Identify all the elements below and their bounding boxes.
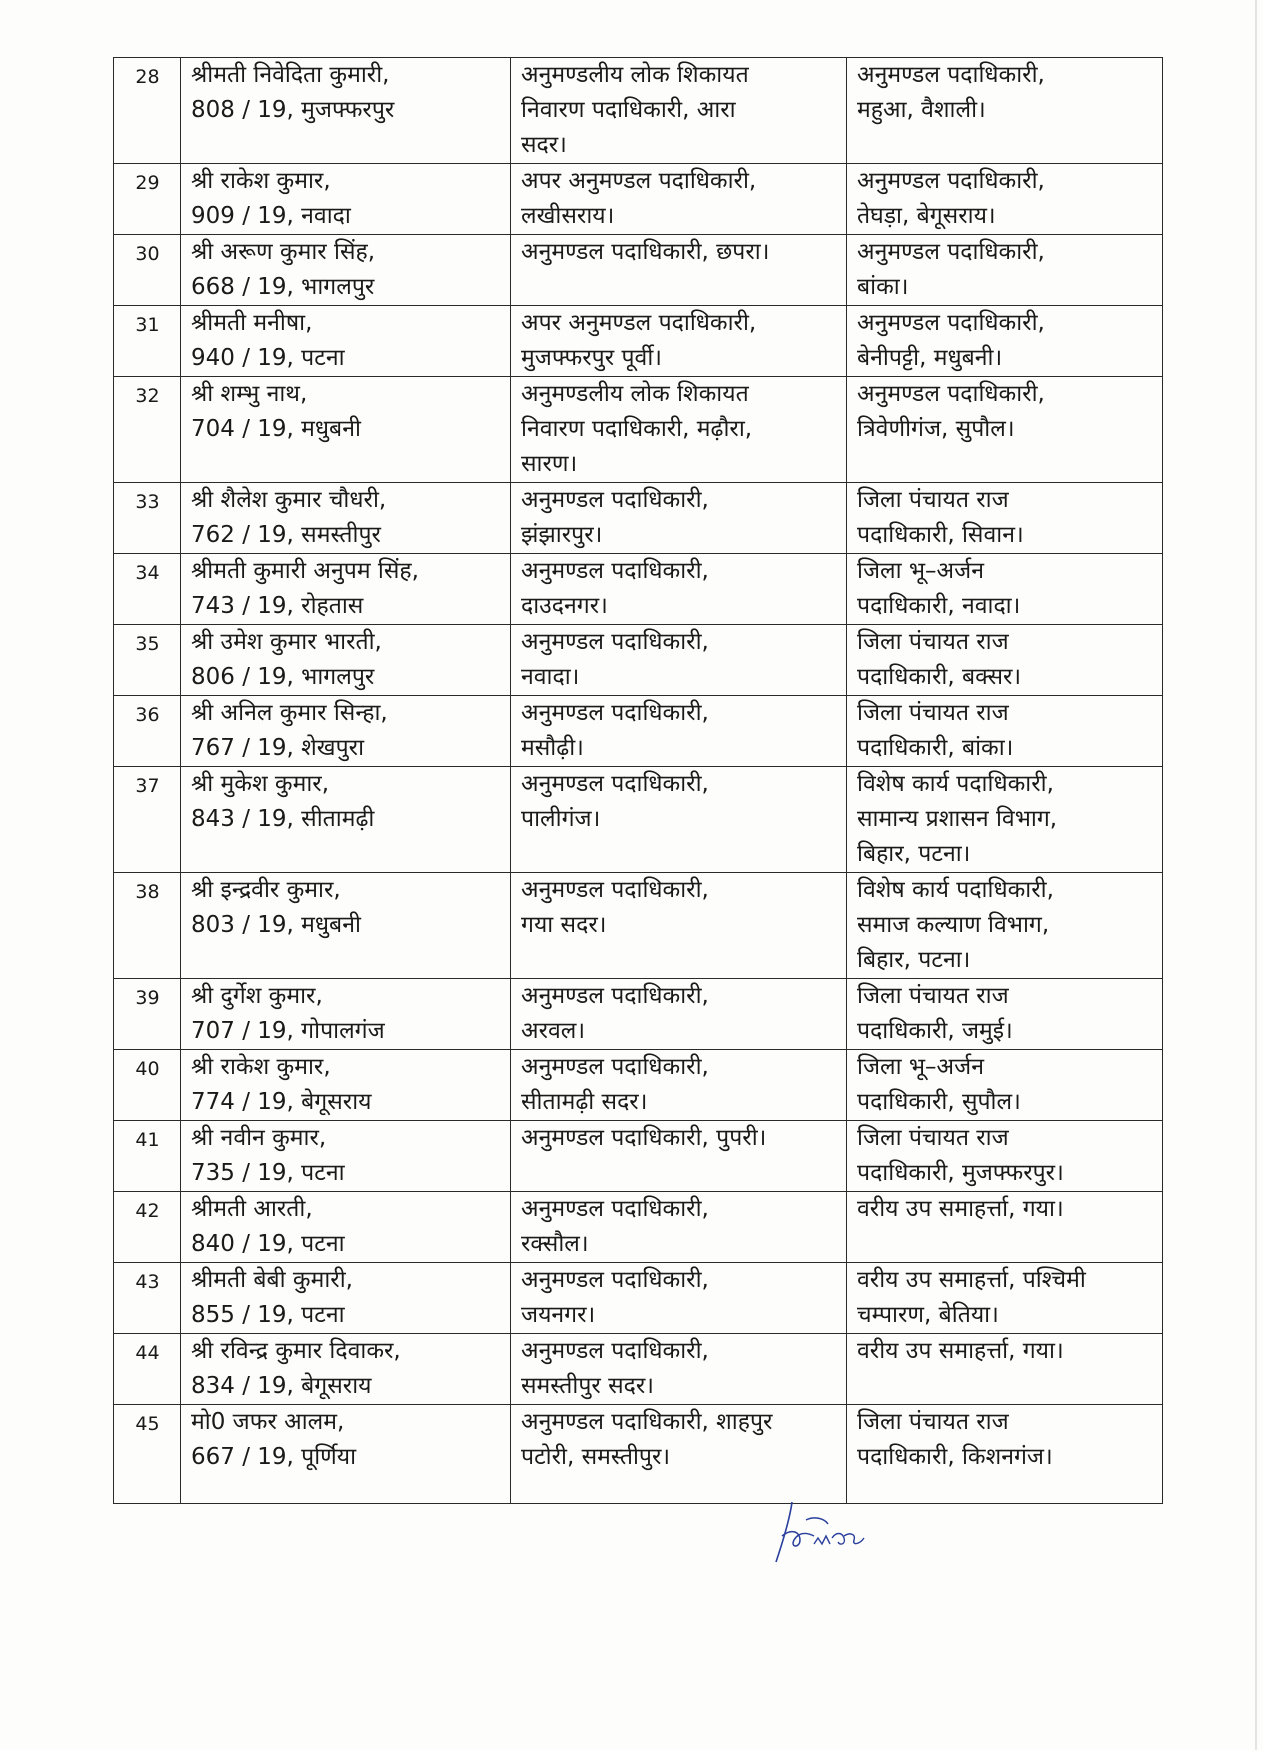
officer-cell [181, 1121, 511, 1192]
table-row [114, 873, 1163, 979]
current-posting-line: अनुमण्डल पदाधिकारी, [521, 1196, 709, 1222]
officer-cell [181, 767, 511, 873]
current-posting-cell [511, 306, 847, 377]
new-posting-cell [847, 767, 1163, 873]
new-posting-cell [847, 377, 1163, 483]
serial-number-cell [114, 1192, 181, 1263]
new-posting-line: समाज कल्याण विभाग, [857, 912, 1050, 938]
new-posting-line: जिला पंचायत राज [857, 700, 1009, 726]
serial-number-cell [114, 1334, 181, 1405]
current-posting-cell [511, 1405, 847, 1504]
serial-number: 40 [135, 1058, 160, 1080]
officer-cell [181, 696, 511, 767]
new-posting-line: बांका। [857, 274, 909, 300]
new-posting-line: अनुमण्डल पदाधिकारी, [857, 310, 1045, 336]
current-posting-cell [511, 1334, 847, 1405]
new-posting-line: त्रिवेणीगंज, सुपौल। [857, 416, 1015, 442]
serial-number: 38 [135, 881, 160, 903]
current-posting-line: मसौढ़ी। [521, 735, 584, 761]
officer-id-home-district: 743 / 19, रोहतास [191, 593, 364, 619]
new-posting-line: पदाधिकारी, सिवान। [857, 522, 1024, 548]
serial-number-cell [114, 873, 181, 979]
officer-id-home-district: 735 / 19, पटना [191, 1160, 345, 1186]
current-posting-line: अनुमण्डल पदाधिकारी, [521, 629, 709, 655]
officer-name: श्रीमती बेबी कुमारी, [191, 1267, 353, 1293]
posting-table-body [114, 58, 1163, 1504]
new-posting-cell [847, 554, 1163, 625]
new-posting-cell [847, 483, 1163, 554]
current-posting-line: अनुमण्डल पदाधिकारी, छपरा। [521, 239, 770, 265]
table-row [114, 1192, 1163, 1263]
serial-number-cell [114, 767, 181, 873]
current-posting-line: दाउदनगर। [521, 593, 608, 619]
new-posting-line: विशेष कार्य पदाधिकारी, [857, 877, 1054, 903]
new-posting-cell [847, 625, 1163, 696]
serial-number: 43 [135, 1271, 160, 1293]
serial-number-cell [114, 1121, 181, 1192]
serial-number-cell [114, 164, 181, 235]
current-posting-line: अनुमण्डलीय लोक शिकायत [521, 62, 749, 88]
current-posting-cell [511, 554, 847, 625]
new-posting-line: जिला पंचायत राज [857, 1125, 1009, 1151]
serial-number-cell [114, 58, 181, 164]
officer-name: श्री अरूण कुमार सिंह, [191, 239, 376, 265]
officer-cell [181, 1192, 511, 1263]
officer-name: श्री शम्भु नाथ, [191, 381, 308, 407]
current-posting-cell [511, 483, 847, 554]
current-posting-line: अनुमण्डल पदाधिकारी, [521, 1054, 709, 1080]
new-posting-line: पदाधिकारी, सुपौल। [857, 1089, 1021, 1115]
current-posting-cell [511, 625, 847, 696]
new-posting-cell [847, 696, 1163, 767]
officer-name: श्री रविन्द्र कुमार दिवाकर, [191, 1338, 401, 1364]
current-posting-cell [511, 767, 847, 873]
new-posting-line: चम्पारण, बेतिया। [857, 1302, 999, 1328]
current-posting-line: पालीगंज। [521, 806, 601, 832]
serial-number: 41 [135, 1129, 160, 1151]
officer-id-home-district: 940 / 19, पटना [191, 345, 345, 371]
new-posting-cell [847, 1121, 1163, 1192]
serial-number-cell [114, 306, 181, 377]
new-posting-cell [847, 1334, 1163, 1405]
officer-name: श्रीमती कुमारी अनुपम सिंह, [191, 558, 419, 584]
officer-id-home-district: 909 / 19, नवादा [191, 203, 351, 229]
officer-cell [181, 625, 511, 696]
officer-cell [181, 377, 511, 483]
new-posting-cell [847, 1263, 1163, 1334]
current-posting-cell [511, 873, 847, 979]
current-posting-cell [511, 1121, 847, 1192]
serial-number: 44 [135, 1342, 160, 1364]
officer-name: श्री इन्द्रवीर कुमार, [191, 877, 341, 903]
current-posting-line: निवारण पदाधिकारी, आरा [521, 97, 736, 123]
officer-id-home-district: 840 / 19, पटना [191, 1231, 345, 1257]
officer-cell [181, 235, 511, 306]
current-posting-cell [511, 58, 847, 164]
current-posting-cell [511, 1263, 847, 1334]
table-row [114, 625, 1163, 696]
serial-number: 45 [135, 1413, 160, 1435]
current-posting-line: अनुमण्डल पदाधिकारी, शाहपुर [521, 1409, 773, 1435]
current-posting-line: अनुमण्डल पदाधिकारी, [521, 983, 709, 1009]
officer-name: श्रीमती निवेदिता कुमारी, [191, 62, 390, 88]
officer-id-home-district: 855 / 19, पटना [191, 1302, 345, 1328]
signature-icon [770, 1498, 880, 1566]
new-posting-line: जिला पंचायत राज [857, 487, 1009, 513]
current-posting-line: अनुमण्डल पदाधिकारी, [521, 877, 709, 903]
new-posting-cell [847, 58, 1163, 164]
serial-number: 33 [135, 491, 160, 513]
current-posting-line: अनुमण्डल पदाधिकारी, [521, 700, 709, 726]
officer-id-home-district: 806 / 19, भागलपुर [191, 664, 375, 690]
current-posting-line: सारण। [521, 451, 578, 477]
officer-id-home-district: 808 / 19, मुजफ्फरपुर [191, 97, 395, 123]
new-posting-line: वरीय उप समाहर्त्ता, गया। [857, 1338, 1064, 1364]
serial-number: 28 [135, 66, 160, 88]
current-posting-cell [511, 1192, 847, 1263]
officer-name: श्री शैलेश कुमार चौधरी, [191, 487, 387, 513]
current-posting-line: अरवल। [521, 1018, 586, 1044]
officer-cell [181, 979, 511, 1050]
current-posting-line: निवारण पदाधिकारी, मढ़ौरा, [521, 416, 753, 442]
current-posting-line: झंझारपुर। [521, 522, 603, 548]
serial-number: 36 [135, 704, 160, 726]
officer-cell [181, 873, 511, 979]
officer-cell [181, 554, 511, 625]
officer-id-home-district: 843 / 19, सीतामढ़ी [191, 806, 375, 832]
new-posting-cell [847, 235, 1163, 306]
current-posting-line: सदर। [521, 132, 567, 158]
new-posting-line: विशेष कार्य पदाधिकारी, [857, 771, 1054, 797]
officer-name: श्री दुर्गेश कुमार, [191, 983, 323, 1009]
table-row [114, 767, 1163, 873]
new-posting-line: बिहार, पटना। [857, 841, 971, 867]
new-posting-line: पदाधिकारी, मुजफ्फरपुर। [857, 1160, 1064, 1186]
new-posting-cell [847, 979, 1163, 1050]
officer-name: श्रीमती मनीषा, [191, 310, 313, 336]
officer-id-home-district: 707 / 19, गोपालगंज [191, 1018, 385, 1044]
officer-id-home-district: 774 / 19, बेगूसराय [191, 1089, 372, 1115]
serial-number: 31 [135, 314, 160, 336]
table-row [114, 58, 1163, 164]
current-posting-line: मुजफ्फरपुर पूर्वी। [521, 345, 662, 371]
serial-number: 39 [135, 987, 160, 1009]
new-posting-line: महुआ, वैशाली। [857, 97, 986, 123]
current-posting-cell [511, 235, 847, 306]
officer-name: श्री अनिल कुमार सिन्हा, [191, 700, 388, 726]
current-posting-line: गया सदर। [521, 912, 607, 938]
current-posting-line: रक्सौल। [521, 1231, 589, 1257]
serial-number-cell [114, 483, 181, 554]
officer-name: श्रीमती आरती, [191, 1196, 313, 1222]
officer-name: श्री उमेश कुमार भारती, [191, 629, 382, 655]
officer-name: श्री मुकेश कुमार, [191, 771, 330, 797]
officer-cell [181, 306, 511, 377]
officer-cell [181, 164, 511, 235]
new-posting-line: जिला पंचायत राज [857, 1409, 1009, 1435]
current-posting-line: अनुमण्डल पदाधिकारी, [521, 1267, 709, 1293]
serial-number-cell [114, 1050, 181, 1121]
new-posting-line: बेनीपट्टी, मधुबनी। [857, 345, 1003, 371]
new-posting-line: अनुमण्डल पदाधिकारी, [857, 168, 1045, 194]
table-row [114, 164, 1163, 235]
officer-cell [181, 1334, 511, 1405]
current-posting-line: अपर अनुमण्डल पदाधिकारी, [521, 310, 757, 336]
serial-number: 42 [135, 1200, 160, 1222]
new-posting-line: जिला भू–अर्जन [857, 1054, 984, 1080]
officer-cell [181, 1263, 511, 1334]
new-posting-line: वरीय उप समाहर्त्ता, गया। [857, 1196, 1064, 1222]
new-posting-line: सामान्य प्रशासन विभाग, [857, 806, 1058, 832]
serial-number-cell [114, 235, 181, 306]
new-posting-line: जिला पंचायत राज [857, 983, 1009, 1009]
serial-number: 35 [135, 633, 160, 655]
table-row [114, 1405, 1163, 1504]
serial-number-cell [114, 625, 181, 696]
current-posting-line: पटोरी, समस्तीपुर। [521, 1444, 671, 1470]
serial-number: 37 [135, 775, 160, 797]
table-row [114, 554, 1163, 625]
current-posting-line: लखीसराय। [521, 203, 615, 229]
new-posting-line: पदाधिकारी, बांका। [857, 735, 1014, 761]
new-posting-cell [847, 306, 1163, 377]
table-row [114, 235, 1163, 306]
serial-number-cell [114, 377, 181, 483]
new-posting-line: जिला भू–अर्जन [857, 558, 984, 584]
serial-number: 29 [135, 172, 160, 194]
table-row [114, 1050, 1163, 1121]
current-posting-line: सीतामढ़ी सदर। [521, 1089, 648, 1115]
new-posting-line: पदाधिकारी, किशनगंज। [857, 1444, 1053, 1470]
current-posting-cell [511, 1050, 847, 1121]
posting-table [113, 57, 1163, 1504]
table-row [114, 483, 1163, 554]
new-posting-line: अनुमण्डल पदाधिकारी, [857, 62, 1045, 88]
table-row [114, 1263, 1163, 1334]
officer-id-home-district: 762 / 19, समस्तीपुर [191, 522, 381, 548]
current-posting-line: जयनगर। [521, 1302, 596, 1328]
officer-cell [181, 58, 511, 164]
new-posting-cell [847, 1405, 1163, 1504]
new-posting-cell [847, 1192, 1163, 1263]
table-row [114, 979, 1163, 1050]
serial-number: 34 [135, 562, 160, 584]
new-posting-line: अनुमण्डल पदाधिकारी, [857, 381, 1045, 407]
officer-name: मो0 जफर आलम, [191, 1409, 345, 1435]
table-row [114, 1121, 1163, 1192]
new-posting-line: पदाधिकारी, जमुई। [857, 1018, 1013, 1044]
officer-id-home-district: 803 / 19, मधुबनी [191, 912, 361, 938]
serial-number: 32 [135, 385, 160, 407]
table-row [114, 696, 1163, 767]
current-posting-line: अनुमण्डल पदाधिकारी, पुपरी। [521, 1125, 767, 1151]
officer-id-home-district: 704 / 19, मधुबनी [191, 416, 361, 442]
current-posting-line: समस्तीपुर सदर। [521, 1373, 654, 1399]
new-posting-cell [847, 873, 1163, 979]
page-edge [1255, 0, 1257, 1750]
serial-number: 30 [135, 243, 160, 265]
officer-cell [181, 1405, 511, 1504]
current-posting-line: अनुमण्डल पदाधिकारी, [521, 771, 709, 797]
table-row [114, 377, 1163, 483]
officer-name: श्री नवीन कुमार, [191, 1125, 327, 1151]
serial-number-cell [114, 979, 181, 1050]
current-posting-line: अनुमण्डलीय लोक शिकायत [521, 381, 749, 407]
serial-number-cell [114, 1263, 181, 1334]
serial-number-cell [114, 554, 181, 625]
new-posting-line: बिहार, पटना। [857, 947, 971, 973]
current-posting-line: नवादा। [521, 664, 580, 690]
serial-number-cell [114, 696, 181, 767]
current-posting-cell [511, 164, 847, 235]
new-posting-cell [847, 164, 1163, 235]
table-row [114, 1334, 1163, 1405]
new-posting-line: जिला पंचायत राज [857, 629, 1009, 655]
current-posting-cell [511, 979, 847, 1050]
current-posting-line: अनुमण्डल पदाधिकारी, [521, 558, 709, 584]
current-posting-cell [511, 696, 847, 767]
current-posting-line: अनुमण्डल पदाधिकारी, [521, 487, 709, 513]
new-posting-line: वरीय उप समाहर्त्ता, पश्चिमी [857, 1267, 1086, 1293]
officer-name: श्री राकेश कुमार, [191, 168, 331, 194]
current-posting-line: अपर अनुमण्डल पदाधिकारी, [521, 168, 757, 194]
officer-id-home-district: 667 / 19, पूर्णिया [191, 1444, 357, 1470]
officer-id-home-district: 834 / 19, बेगूसराय [191, 1373, 372, 1399]
officer-id-home-district: 767 / 19, शेखपुरा [191, 735, 365, 761]
new-posting-cell [847, 1050, 1163, 1121]
officer-id-home-district: 668 / 19, भागलपुर [191, 274, 375, 300]
new-posting-line: पदाधिकारी, बक्सर। [857, 664, 1022, 690]
current-posting-cell [511, 377, 847, 483]
officer-cell [181, 483, 511, 554]
serial-number-cell [114, 1405, 181, 1504]
new-posting-line: अनुमण्डल पदाधिकारी, [857, 239, 1045, 265]
new-posting-line: तेघड़ा, बेगूसराय। [857, 203, 996, 229]
current-posting-line: अनुमण्डल पदाधिकारी, [521, 1338, 709, 1364]
table-row [114, 306, 1163, 377]
new-posting-line: पदाधिकारी, नवादा। [857, 593, 1021, 619]
officer-cell [181, 1050, 511, 1121]
officer-name: श्री राकेश कुमार, [191, 1054, 331, 1080]
